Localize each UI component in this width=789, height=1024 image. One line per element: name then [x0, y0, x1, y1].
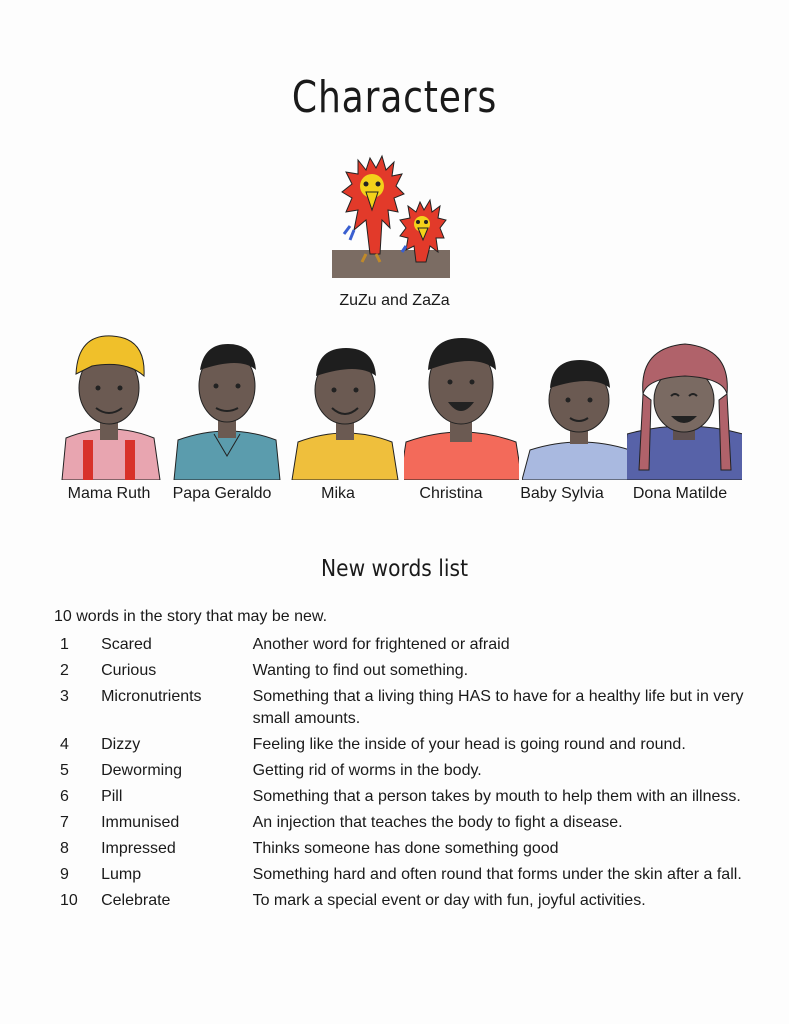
- word-number: 2: [60, 662, 69, 679]
- section-title: New words list: [320, 556, 469, 582]
- word-row: [54, 786, 744, 812]
- word-number: 3: [60, 688, 69, 705]
- word-definition: Another word for frightened or afraid: [252, 636, 510, 653]
- word-row: [54, 734, 744, 760]
- character-label: Christina: [419, 485, 483, 502]
- word-number: 1: [60, 636, 69, 653]
- word-term: Lump: [101, 866, 142, 883]
- word-term: Impressed: [101, 840, 176, 857]
- characters-row: [52, 330, 742, 480]
- word-definition: Feeling like the inside of your head is going round and round.: [252, 736, 686, 753]
- word-row: [54, 660, 744, 686]
- word-definition: Something hard and often round that forms under the skin after a fall.: [252, 866, 742, 883]
- word-term: Micronutrients: [101, 688, 202, 705]
- words-table: [54, 634, 744, 916]
- baby-sylvia-portrait: [522, 330, 637, 480]
- word-number: 6: [60, 788, 69, 805]
- page-title: Characters: [291, 72, 498, 123]
- character-label: Baby Sylvia: [520, 485, 604, 502]
- word-term: Deworming: [101, 762, 182, 779]
- word-definition: Thinks someone has done something good: [252, 840, 559, 857]
- mika-portrait: [288, 330, 403, 480]
- word-number: 4: [60, 736, 69, 753]
- word-definition: Something that a person takes by mouth to help them with an illness.: [252, 788, 741, 805]
- zuzu-bird-icon: [342, 156, 404, 262]
- word-term: Pill: [101, 788, 123, 805]
- birds-illustration: [332, 150, 452, 278]
- word-row: [54, 686, 744, 734]
- character-label: Dona Matilde: [632, 485, 728, 502]
- word-definition: Wanting to find out something.: [252, 662, 469, 679]
- word-term: Curious: [101, 662, 157, 679]
- word-number: 9: [60, 866, 69, 883]
- word-row: [54, 890, 744, 916]
- word-row: [54, 634, 744, 660]
- word-term: Scared: [101, 636, 152, 653]
- word-number: 8: [60, 840, 69, 857]
- word-definition: An injection that teaches the body to fight a disease.: [252, 814, 623, 831]
- word-row: [54, 812, 744, 838]
- word-number: 7: [60, 814, 69, 831]
- papa-geraldo-portrait: [170, 330, 285, 480]
- word-row: [54, 760, 744, 786]
- word-number: 10: [60, 892, 78, 909]
- word-row: [54, 838, 744, 864]
- birds-caption: ZuZu and ZaZa: [339, 292, 450, 309]
- word-definition: Something that a living thing HAS to have for a healthy life but in very small amounts.: [252, 688, 744, 727]
- word-term: Dizzy: [101, 736, 141, 753]
- word-definition: Getting rid of worms in the body.: [252, 762, 482, 779]
- dona-matilde-portrait: [627, 330, 742, 480]
- word-term: Celebrate: [101, 892, 171, 909]
- word-number: 5: [60, 762, 69, 779]
- word-row: [54, 864, 744, 890]
- word-term: Immunised: [101, 814, 180, 831]
- christina-portrait: [404, 330, 519, 480]
- character-label: Mika: [321, 485, 355, 502]
- intro-text: 10 words in the story that may be new.: [54, 608, 328, 625]
- character-label: Papa Geraldo: [172, 485, 272, 502]
- mama-ruth-portrait: [52, 330, 167, 480]
- word-definition: To mark a special event or day with fun, joyful activities.: [252, 892, 646, 909]
- character-label: Mama Ruth: [67, 485, 151, 502]
